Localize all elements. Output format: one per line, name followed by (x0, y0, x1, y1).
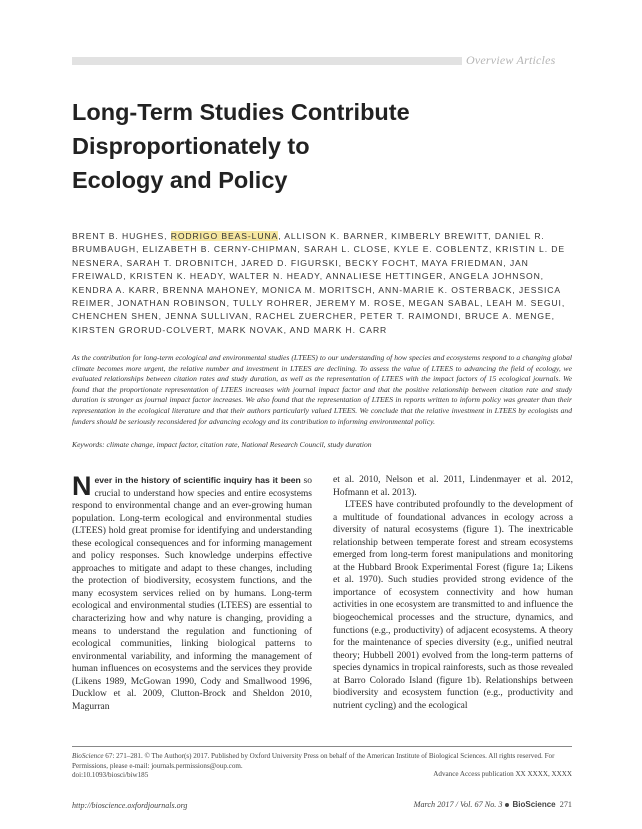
author-list (72, 230, 578, 337)
bullet-icon (505, 803, 509, 807)
body-column-right (333, 474, 573, 712)
copyright-text: 67: 271–281. © The Author(s) 2017. Published by Oxford University Press on behalf of the American Institute of Biological Sciences. All rights reserved. For Permissions, please e-mail: journals.permissions@oup.com. (72, 752, 555, 770)
drop-cap: N (72, 471, 92, 501)
page-number: 271 (559, 800, 572, 809)
authors-after: , ALLISON K. BARNER, KIMBERLY BREWITT, DANIEL R. BRUMBAUGH, ELIZABETH B. CERNY-CHIPMAN, SARAH L. CLOSE, KYLE E. COBLENTZ, KRISTIN L. DE NESNERA, SARAH T. DROBNITCH, JARED D. FIGURSKI, BECKY FOCHT, MAYA FRIEDMAN, JAN FREIWALD, KRISTEN K. HEADY, WALTER N. HEADY, ANNALIESE HETTINGER, ANGELA JOHNSON, KENDRA A. KARR, BRENNA MAHONEY, MONICA M. MORITSCH, ANN-MARIE K. OSTERBACK, JESSICA REIMER, JONATHAN ROBINSON, TULLY ROHRER, JEREMY M. ROSE, MEGAN SABAL, LEAH M. SEGUI, CHENCHEN SHEN, JENNA SULLIVAN, RACHEL ZUERCHER, PETER T. RAIMONDI, BRUCE A. MENGE, KIRSTEN GRORUD-COLVERT, MARK NOVAK, AND MARK H. CARR (72, 231, 566, 335)
title-line: Disproportionately to (72, 133, 310, 159)
keywords: Keywords: climate change, impact factor, citation rate, National Research Council, study duration (72, 440, 372, 449)
authors-before: BRENT B. HUGHES, (72, 231, 171, 241)
footnote-rule (72, 746, 572, 747)
page-info (414, 800, 572, 809)
paragraph-text: so crucial to understand how species and entire ecosystems respond to environmental change and an ever-growing human population. Long-term ecological and environmental studies (LTEES) hold great promise for identifying and understanding these ecological consequences and for informing management and policy responses. Such knowledge underpins effective approaches to mitigate and adapt to these changes, including the protection of biodiversity, ecosystem functions, and the many ecosystem services relied on by humans. Long-term ecological and environmental studies (LTEES) are essential to characterizing how and why nature is changing, providing a means to understand the regulation and functioning of ecological communities, linking biological patterns to environmental variability, and informing the management of human influences on ecosystems and the services they provide (Likens 1989, McGowan 1990, Cody and Smallwood 1996, Ducklow et al. 2009, Clutton-Brock and Sheldon 2010, Magurran (72, 476, 312, 712)
body-column-left (72, 471, 312, 713)
journal-brand: BioScience (512, 800, 556, 809)
journal-url[interactable]: http://bioscience.oxfordjournals.org (72, 801, 188, 810)
title-line: Ecology and Policy (72, 167, 288, 193)
issue-info: March 2017 / Vol. 67 No. 3 (413, 800, 503, 809)
abstract: As the contribution for long-term ecological and environmental studies (LTEES) to our understanding of how species and ecosystems respond to a changing global climate becomes more urgent, the relative number and investment in LTEES are declining. To assess the value of LTEES to advancing the field of ecology, we evaluated relationships between citation rates and study duration, as well as the representation of LTEES with the impact factors of 15 ecological journals. We found that the proportionate representation of LTEES increases with journal impact factor and that the positive relationship between citation rate and study duration is stronger as journal impact factor increases. We also found that the representation of LTEES in reports written to inform policy was greater than their representation in the ecological literature and that their authors particularly valued LTEES. We conclude that the relative investment in LTEES by ecologists and funders should be seriously reconsidered for advancing ecology and its contribution to informing environmental policy. (72, 353, 572, 426)
advance-access: Advance Access publication XX XXXX, XXXX (433, 770, 572, 778)
doi[interactable]: doi:10.1093/biosci/biw185 (72, 771, 149, 780)
journal-name: BioScience (72, 752, 104, 760)
paragraph-text: et al. 2010, Nelson et al. 2011, Lindenmayer et al. 2012, Hofmann et al. 2013). (333, 475, 573, 498)
article-title (72, 95, 572, 197)
paragraph-text: LTEES have contributed profoundly to the development of a multitude of foundational advances in ecology across a diversity of natural ecosystems (figure 1). The inextricable relationship between temperate forest and stream ecosystems emerged from long-term forest manipulations and monitoring at the Hubbard Brook Experimental Forest (figure 1a; Likens et al. 1970). Such studies provided strong evidence of the importance of ecosystem connectivity and how human activities in one ecosystem are transmitted to and influence the biogeochemical processes and the structure, dynamics, and functions (e.g., productivity) of adjacent ecosystems. A theory for the maintenance of species diversity (e.g., unified neutral theory; Hubbell 2001) evolved from the long-term patterns of species dynamics in tropical rainforests, such as those revealed at Barro Colorado Island (figure 1b). Relationships between biodiversity and ecosystem function (e.g., productivity and nutrient cycling) and the ecological (333, 500, 573, 711)
section-label: Overview Articles (466, 53, 556, 67)
header-rule (72, 57, 462, 65)
lead-in: ever in the history of scientific inquiry has it been (94, 475, 301, 485)
title-line: Long-Term Studies Contribute (72, 99, 410, 125)
highlighted-author[interactable]: RODRIGO BEAS-LUNA (170, 231, 279, 241)
